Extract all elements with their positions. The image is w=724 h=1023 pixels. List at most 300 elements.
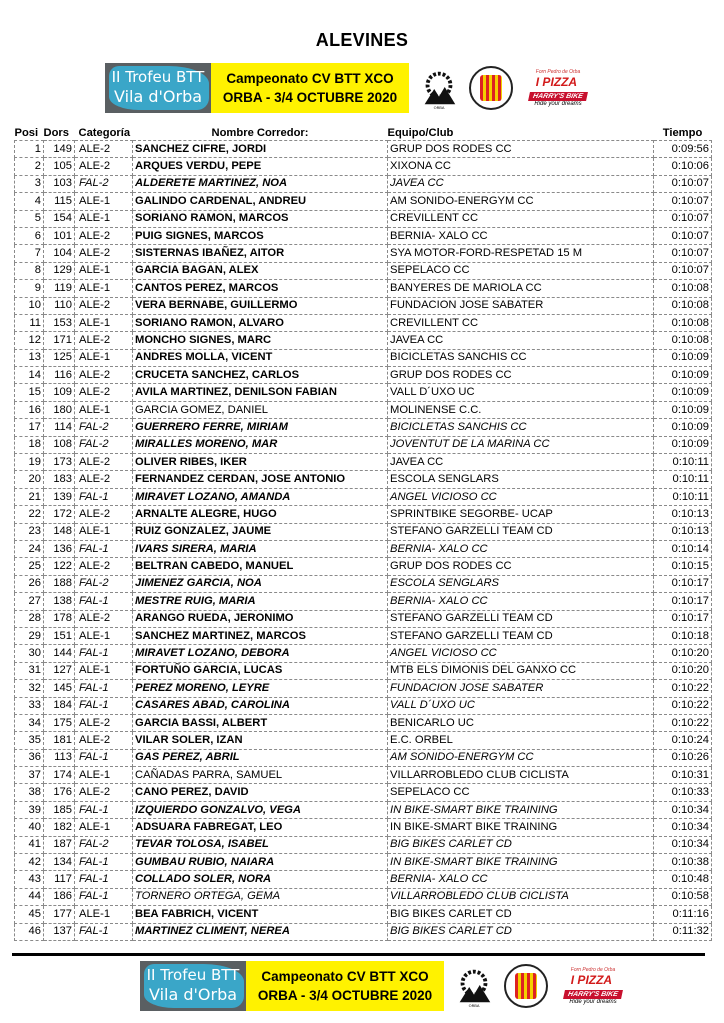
cell-category: FAL-1 xyxy=(75,871,133,888)
cell-club: FUNDACION JOSE SABATER xyxy=(388,297,654,314)
table-row xyxy=(15,610,712,627)
cell-club: FUNDACION JOSE SABATER xyxy=(388,680,654,697)
table-row xyxy=(15,819,712,836)
cell-time: 0:11:32 xyxy=(654,923,712,940)
trofeu-line1: II Trofeu BTT xyxy=(146,966,240,984)
cell-club: GRUP DOS RODES CC xyxy=(388,558,654,575)
cell-dors: 188 xyxy=(44,575,75,592)
cell-time: 0:10:07 xyxy=(654,262,712,279)
cell-category: ALE-2 xyxy=(75,454,133,471)
table-row xyxy=(15,384,712,401)
trofeu-line1: II Trofeu BTT xyxy=(111,68,205,86)
club-terrerets-logo-icon xyxy=(452,964,496,1008)
cell-time: 0:10:14 xyxy=(654,540,712,557)
cell-category: ALE-2 xyxy=(75,506,133,523)
cell-name: MIRAVET LOZANO, DEBORA xyxy=(133,645,388,662)
table-row xyxy=(15,749,712,766)
cell-time: 0:10:11 xyxy=(654,488,712,505)
cell-club: STEFANO GARZELLI TEAM CD xyxy=(388,610,654,627)
table-row xyxy=(15,697,712,714)
table-row xyxy=(15,141,712,158)
cell-pos: 46 xyxy=(15,923,44,940)
cell-time: 0:10:20 xyxy=(654,662,712,679)
cell-name: GALINDO CARDENAL, ANDREU xyxy=(133,193,388,210)
cell-time: 0:10:34 xyxy=(654,836,712,853)
trofeu-line2: Vila d'Orba xyxy=(113,87,203,106)
cell-pos: 30 xyxy=(15,645,44,662)
cell-category: ALE-2 xyxy=(75,732,133,749)
cell-category: ALE-1 xyxy=(75,906,133,923)
cell-name: BEA FABRICH, VICENT xyxy=(133,906,388,923)
cell-time: 0:10:33 xyxy=(654,784,712,801)
cell-name: ARANGO RUEDA, JERONIMO xyxy=(133,610,388,627)
cell-club: BERNIA- XALO CC xyxy=(388,871,654,888)
table-row xyxy=(15,454,712,471)
club-terrerets-logo-icon xyxy=(417,66,461,110)
cell-category: FAL-1 xyxy=(75,749,133,766)
cell-pos: 2 xyxy=(15,158,44,175)
campeonato-line2: ORBA - 3/4 OCTUBRE 2020 xyxy=(222,90,398,105)
cell-pos: 28 xyxy=(15,610,44,627)
cell-club: CREVILLENT CC xyxy=(388,314,654,331)
cell-club: ESCOLA SENGLARS xyxy=(388,575,654,592)
cell-pos: 45 xyxy=(15,906,44,923)
cell-club: VALL D´UXO UC xyxy=(388,697,654,714)
cell-pos: 31 xyxy=(15,662,44,679)
table-row xyxy=(15,662,712,679)
cell-name: ALDERETE MARTINEZ, NOA xyxy=(133,175,388,192)
cell-club: BANYERES DE MARIOLA CC xyxy=(388,280,654,297)
cell-club: MOLINENSE C.C. xyxy=(388,401,654,418)
table-row xyxy=(15,436,712,453)
cell-category: ALE-2 xyxy=(75,384,133,401)
cell-pos: 10 xyxy=(15,297,44,314)
svg-text:ORBA: ORBA xyxy=(433,105,445,111)
table-row xyxy=(15,871,712,888)
cell-time: 0:10:09 xyxy=(654,419,712,436)
cell-pos: 34 xyxy=(15,714,44,731)
cell-name: RUIZ GONZALEZ, JAUME xyxy=(133,523,388,540)
cell-club: ANGEL VICIOSO CC xyxy=(388,645,654,662)
cell-name: SANCHEZ MARTINEZ, MARCOS xyxy=(133,627,388,644)
table-row xyxy=(15,645,712,662)
pizza-text: I PIZZA xyxy=(570,973,613,987)
cell-dors: 104 xyxy=(44,245,75,262)
table-row xyxy=(15,471,712,488)
cell-dors: 116 xyxy=(44,367,75,384)
cell-name: ARNALTE ALEGRE, HUGO xyxy=(133,506,388,523)
cell-time: 0:10:17 xyxy=(654,575,712,592)
cell-category: ALE-2 xyxy=(75,245,133,262)
cell-pos: 39 xyxy=(15,801,44,818)
federacion-logo-icon xyxy=(469,66,513,110)
table-row xyxy=(15,767,712,784)
cell-pos: 13 xyxy=(15,349,44,366)
cell-pos: 25 xyxy=(15,558,44,575)
cell-category: FAL-1 xyxy=(75,593,133,610)
cell-category: ALE-1 xyxy=(75,280,133,297)
cell-dors: 184 xyxy=(44,697,75,714)
cell-pos: 29 xyxy=(15,627,44,644)
cell-club: BERNIA- XALO CC xyxy=(388,593,654,610)
cell-category: FAL-1 xyxy=(75,801,133,818)
table-row xyxy=(15,732,712,749)
table-row xyxy=(15,297,712,314)
cell-name: VERA BERNABE, GUILLERMO xyxy=(133,297,388,314)
cell-pos: 41 xyxy=(15,836,44,853)
cell-time: 0:10:34 xyxy=(654,801,712,818)
cell-time: 0:10:48 xyxy=(654,871,712,888)
cell-name: AVILA MARTINEZ, DENILSON FABIAN xyxy=(133,384,388,401)
trofeu-logo xyxy=(105,63,211,113)
cell-time: 0:10:09 xyxy=(654,384,712,401)
cell-dors: 148 xyxy=(44,523,75,540)
cell-category: ALE-1 xyxy=(75,523,133,540)
cell-name: GUMBAU RUBIO, NAIARA xyxy=(133,854,388,871)
cell-pos: 17 xyxy=(15,419,44,436)
cell-pos: 37 xyxy=(15,767,44,784)
cell-category: FAL-2 xyxy=(75,175,133,192)
cell-pos: 36 xyxy=(15,749,44,766)
cell-dors: 113 xyxy=(44,749,75,766)
cell-name: IVARS SIRERA, MARIA xyxy=(133,540,388,557)
campeonato-line2: ORBA - 3/4 OCTUBRE 2020 xyxy=(257,988,433,1003)
cell-time: 0:10:09 xyxy=(654,367,712,384)
cell-category: FAL-1 xyxy=(75,888,133,905)
cell-pos: 40 xyxy=(15,819,44,836)
bike-logo-icon: HARRY'S BIKE xyxy=(563,990,623,999)
cell-time: 0:10:34 xyxy=(654,819,712,836)
cell-pos: 3 xyxy=(15,175,44,192)
cell-dors: 125 xyxy=(44,349,75,366)
cell-category: ALE-2 xyxy=(75,558,133,575)
cell-time: 0:10:11 xyxy=(654,471,712,488)
cell-pos: 6 xyxy=(15,227,44,244)
cell-dors: 185 xyxy=(44,801,75,818)
cell-name: SANCHEZ CIFRE, JORDI xyxy=(133,141,388,158)
cell-name: SISTERNAS IBAÑEZ, AITOR xyxy=(133,245,388,262)
cell-dors: 180 xyxy=(44,401,75,418)
cell-category: ALE-1 xyxy=(75,193,133,210)
campeonato-box xyxy=(211,63,409,113)
table-row xyxy=(15,558,712,575)
cell-name: CANTOS PEREZ, MARCOS xyxy=(133,280,388,297)
cell-pos: 32 xyxy=(15,680,44,697)
cell-category: FAL-1 xyxy=(75,645,133,662)
cell-time: 0:10:15 xyxy=(654,558,712,575)
cell-dors: 105 xyxy=(44,158,75,175)
table-row xyxy=(15,488,712,505)
cell-club: JAVEA CC xyxy=(388,175,654,192)
cell-club: ANGEL VICIOSO CC xyxy=(388,488,654,505)
cell-name: CANO PEREZ, DAVID xyxy=(133,784,388,801)
cell-dors: 153 xyxy=(44,314,75,331)
cell-dors: 115 xyxy=(44,193,75,210)
cell-dors: 149 xyxy=(44,141,75,158)
cell-time: 0:10:31 xyxy=(654,767,712,784)
cell-dors: 154 xyxy=(44,210,75,227)
cell-club: JAVEA CC xyxy=(388,332,654,349)
cell-time: 0:10:07 xyxy=(654,227,712,244)
cell-name: CRUCETA SANCHEZ, CARLOS xyxy=(133,367,388,384)
cell-category: FAL-1 xyxy=(75,488,133,505)
cell-dors: 178 xyxy=(44,610,75,627)
table-row xyxy=(15,210,712,227)
cell-name: GAS PEREZ, ABRIL xyxy=(133,749,388,766)
table-row xyxy=(15,906,712,923)
cell-pos: 33 xyxy=(15,697,44,714)
cell-time: 0:10:06 xyxy=(654,158,712,175)
table-row xyxy=(15,158,712,175)
cell-category: ALE-2 xyxy=(75,332,133,349)
cell-pos: 26 xyxy=(15,575,44,592)
campeonato-box xyxy=(246,961,444,1011)
cell-dors: 134 xyxy=(44,854,75,871)
cell-club: ESCOLA SENGLARS xyxy=(388,471,654,488)
cell-category: FAL-1 xyxy=(75,697,133,714)
cell-name: GARCIA BASSI, ALBERT xyxy=(133,714,388,731)
cell-pos: 23 xyxy=(15,523,44,540)
cell-name: SORIANO RAMON, MARCOS xyxy=(133,210,388,227)
cell-time: 0:10:08 xyxy=(654,297,712,314)
cell-dors: 114 xyxy=(44,419,75,436)
table-row xyxy=(15,506,712,523)
table-row xyxy=(15,854,712,871)
cell-club: BENICARLO UC xyxy=(388,714,654,731)
cell-club: GRUP DOS RODES CC xyxy=(388,367,654,384)
cell-name: ANDRES MOLLA, VICENT xyxy=(133,349,388,366)
header-time: Tiempo xyxy=(662,126,703,139)
cell-club: CREVILLENT CC xyxy=(388,210,654,227)
cell-name: GARCIA BAGAN, ALEX xyxy=(133,262,388,279)
cell-time: 0:10:22 xyxy=(654,714,712,731)
cell-club: MTB ELS DIMONIS DEL GANXO CC xyxy=(388,662,654,679)
cell-name: COLLADO SOLER, NORA xyxy=(133,871,388,888)
cell-time: 0:10:09 xyxy=(654,401,712,418)
cell-category: ALE-1 xyxy=(75,662,133,679)
ride-text: Ride your dreams xyxy=(569,999,617,1005)
table-row xyxy=(15,523,712,540)
cell-club: E.C. ORBEL xyxy=(388,732,654,749)
cell-pos: 44 xyxy=(15,888,44,905)
cell-dors: 173 xyxy=(44,454,75,471)
results-body xyxy=(15,141,712,941)
cell-pos: 42 xyxy=(15,854,44,871)
cell-name: CAÑADAS PARRA, SAMUEL xyxy=(133,767,388,784)
table-header-row xyxy=(15,125,712,141)
federacion-logo-icon xyxy=(504,964,548,1008)
cell-club: SPRINTBIKE SEGORBE- UCAP xyxy=(388,506,654,523)
cell-category: FAL-1 xyxy=(75,540,133,557)
cell-time: 0:09:56 xyxy=(654,141,712,158)
table-row xyxy=(15,888,712,905)
cell-time: 0:10:24 xyxy=(654,732,712,749)
cell-name: OLIVER RIBES, IKER xyxy=(133,454,388,471)
cell-category: FAL-2 xyxy=(75,419,133,436)
cell-pos: 21 xyxy=(15,488,44,505)
cell-dors: 171 xyxy=(44,332,75,349)
cell-dors: 110 xyxy=(44,297,75,314)
page-title: ALEVINES xyxy=(315,30,409,50)
cell-pos: 5 xyxy=(15,210,44,227)
header-name: Nombre Corredor: xyxy=(211,126,309,139)
cell-time: 0:10:26 xyxy=(654,749,712,766)
cell-time: 0:10:17 xyxy=(654,593,712,610)
table-row xyxy=(15,280,712,297)
cell-pos: 35 xyxy=(15,732,44,749)
cell-dors: 172 xyxy=(44,506,75,523)
cell-time: 0:10:07 xyxy=(654,175,712,192)
cell-name: CASARES ABAD, CAROLINA xyxy=(133,697,388,714)
cell-club: IN BIKE-SMART BIKE TRAINING xyxy=(388,801,654,818)
pizza-small-text: Forn Pedro de Orba xyxy=(535,69,581,75)
table-row xyxy=(15,262,712,279)
cell-name: TEVAR TOLOSA, ISABEL xyxy=(133,836,388,853)
cell-club: STEFANO GARZELLI TEAM CD xyxy=(388,627,654,644)
cell-time: 0:10:22 xyxy=(654,697,712,714)
cell-time: 0:10:17 xyxy=(654,610,712,627)
cell-dors: 103 xyxy=(44,175,75,192)
table-row xyxy=(15,714,712,731)
table-row xyxy=(15,401,712,418)
table-row xyxy=(15,593,712,610)
cell-pos: 20 xyxy=(15,471,44,488)
cell-club: BIG BIKES CARLET CD xyxy=(388,836,654,853)
cell-dors: 127 xyxy=(44,662,75,679)
cell-club: BIG BIKES CARLET CD xyxy=(388,923,654,940)
cell-name: VILAR SOLER, IZAN xyxy=(133,732,388,749)
cell-time: 0:10:20 xyxy=(654,645,712,662)
table-row xyxy=(15,836,712,853)
header-cat: Categoría xyxy=(78,126,131,139)
table-row xyxy=(15,367,712,384)
cell-dors: 129 xyxy=(44,262,75,279)
cell-category: ALE-1 xyxy=(75,349,133,366)
cell-club: BIG BIKES CARLET CD xyxy=(388,906,654,923)
cell-pos: 4 xyxy=(15,193,44,210)
cell-category: FAL-1 xyxy=(75,923,133,940)
sponsors-logo xyxy=(556,967,630,1005)
cell-name: BELTRAN CABEDO, MANUEL xyxy=(133,558,388,575)
cell-club: BICICLETAS SANCHIS CC xyxy=(388,349,654,366)
cell-pos: 8 xyxy=(15,262,44,279)
cell-name: MONCHO SIGNES, MARC xyxy=(133,332,388,349)
cell-pos: 24 xyxy=(15,540,44,557)
cell-club: AM SONIDO-ENERGYM CC xyxy=(388,749,654,766)
cell-time: 0:10:22 xyxy=(654,680,712,697)
cell-category: ALE-1 xyxy=(75,262,133,279)
cell-club: SYA MOTOR-FORD-RESPETAD 15 M xyxy=(388,245,654,262)
table-row xyxy=(15,801,712,818)
cell-time: 0:10:07 xyxy=(654,193,712,210)
cell-category: ALE-2 xyxy=(75,227,133,244)
cell-club: BICICLETAS SANCHIS CC xyxy=(388,419,654,436)
cell-dors: 145 xyxy=(44,680,75,697)
cell-dors: 108 xyxy=(44,436,75,453)
cell-club: VILLARROBLEDO CLUB CICLISTA xyxy=(388,888,654,905)
pizza-text: I PIZZA xyxy=(535,75,578,89)
cell-name: ADSUARA FABREGAT, LEO xyxy=(133,819,388,836)
cell-category: FAL-1 xyxy=(75,680,133,697)
cell-pos: 22 xyxy=(15,506,44,523)
cell-time: 0:10:13 xyxy=(654,523,712,540)
campeonato-line1: Campeonato CV BTT XCO xyxy=(226,71,394,86)
cell-name: TORNERO ORTEGA, GEMA xyxy=(133,888,388,905)
cell-dors: 101 xyxy=(44,227,75,244)
cell-category: ALE-1 xyxy=(75,767,133,784)
cell-name: MARTINEZ CLIMENT, NEREA xyxy=(133,923,388,940)
cell-name: MIRAVET LOZANO, AMANDA xyxy=(133,488,388,505)
ride-text: Ride your dreams xyxy=(534,101,582,107)
cell-club: JOVENTUT DE LA MARINA CC xyxy=(388,436,654,453)
cell-category: ALE-2 xyxy=(75,367,133,384)
cell-dors: 144 xyxy=(44,645,75,662)
cell-time: 0:10:08 xyxy=(654,314,712,331)
table-row xyxy=(15,332,712,349)
cell-name: SORIANO RAMON, ALVARO xyxy=(133,314,388,331)
cell-category: FAL-2 xyxy=(75,836,133,853)
cell-pos: 15 xyxy=(15,384,44,401)
table-row xyxy=(15,627,712,644)
cell-category: ALE-2 xyxy=(75,297,133,314)
trofeu-logo xyxy=(140,961,246,1011)
cell-time: 0:10:07 xyxy=(654,210,712,227)
cell-category: ALE-2 xyxy=(75,784,133,801)
cell-pos: 1 xyxy=(15,141,44,158)
cell-dors: 186 xyxy=(44,888,75,905)
cell-dors: 139 xyxy=(44,488,75,505)
svg-text:ORBA: ORBA xyxy=(468,1003,480,1009)
pizza-logo-icon xyxy=(536,69,580,89)
cell-category: ALE-2 xyxy=(75,471,133,488)
cell-name: PUIG SIGNES, MARCOS xyxy=(133,227,388,244)
cell-dors: 187 xyxy=(44,836,75,853)
cell-category: ALE-2 xyxy=(75,714,133,731)
cell-dors: 174 xyxy=(44,767,75,784)
cell-pos: 12 xyxy=(15,332,44,349)
cell-time: 0:11:16 xyxy=(654,906,712,923)
cell-name: ARQUES VERDU, PEPE xyxy=(133,158,388,175)
cell-name: FORTUÑO GARCIA, LUCAS xyxy=(133,662,388,679)
cell-club: IN BIKE-SMART BIKE TRAINING xyxy=(388,819,654,836)
results-table xyxy=(14,125,712,941)
cell-dors: 136 xyxy=(44,540,75,557)
cell-club: BERNIA- XALO CC xyxy=(388,540,654,557)
trofeu-line2: Vila d'Orba xyxy=(148,985,238,1004)
cell-name: GARCIA GOMEZ, DANIEL xyxy=(133,401,388,418)
cell-dors: 151 xyxy=(44,627,75,644)
cell-dors: 137 xyxy=(44,923,75,940)
bike-logo-icon: HARRY'S BIKE xyxy=(528,92,588,101)
table-row xyxy=(15,193,712,210)
header-dors: Dors xyxy=(43,126,69,139)
cell-club: STEFANO GARZELLI TEAM CD xyxy=(388,523,654,540)
cell-time: 0:10:11 xyxy=(654,454,712,471)
cell-pos: 43 xyxy=(15,871,44,888)
cell-category: ALE-1 xyxy=(75,314,133,331)
cell-dors: 119 xyxy=(44,280,75,297)
cell-dors: 183 xyxy=(44,471,75,488)
table-row xyxy=(15,575,712,592)
cell-name: JIMENEZ GARCIA, NOA xyxy=(133,575,388,592)
table-row xyxy=(15,227,712,244)
cell-category: ALE-1 xyxy=(75,627,133,644)
header-club: Equipo/Club xyxy=(387,126,454,139)
cell-name: FERNANDEZ CERDAN, JOSE ANTONIO xyxy=(133,471,388,488)
cell-club: IN BIKE-SMART BIKE TRAINING xyxy=(388,854,654,871)
cell-pos: 19 xyxy=(15,454,44,471)
cell-category: ALE-2 xyxy=(75,158,133,175)
